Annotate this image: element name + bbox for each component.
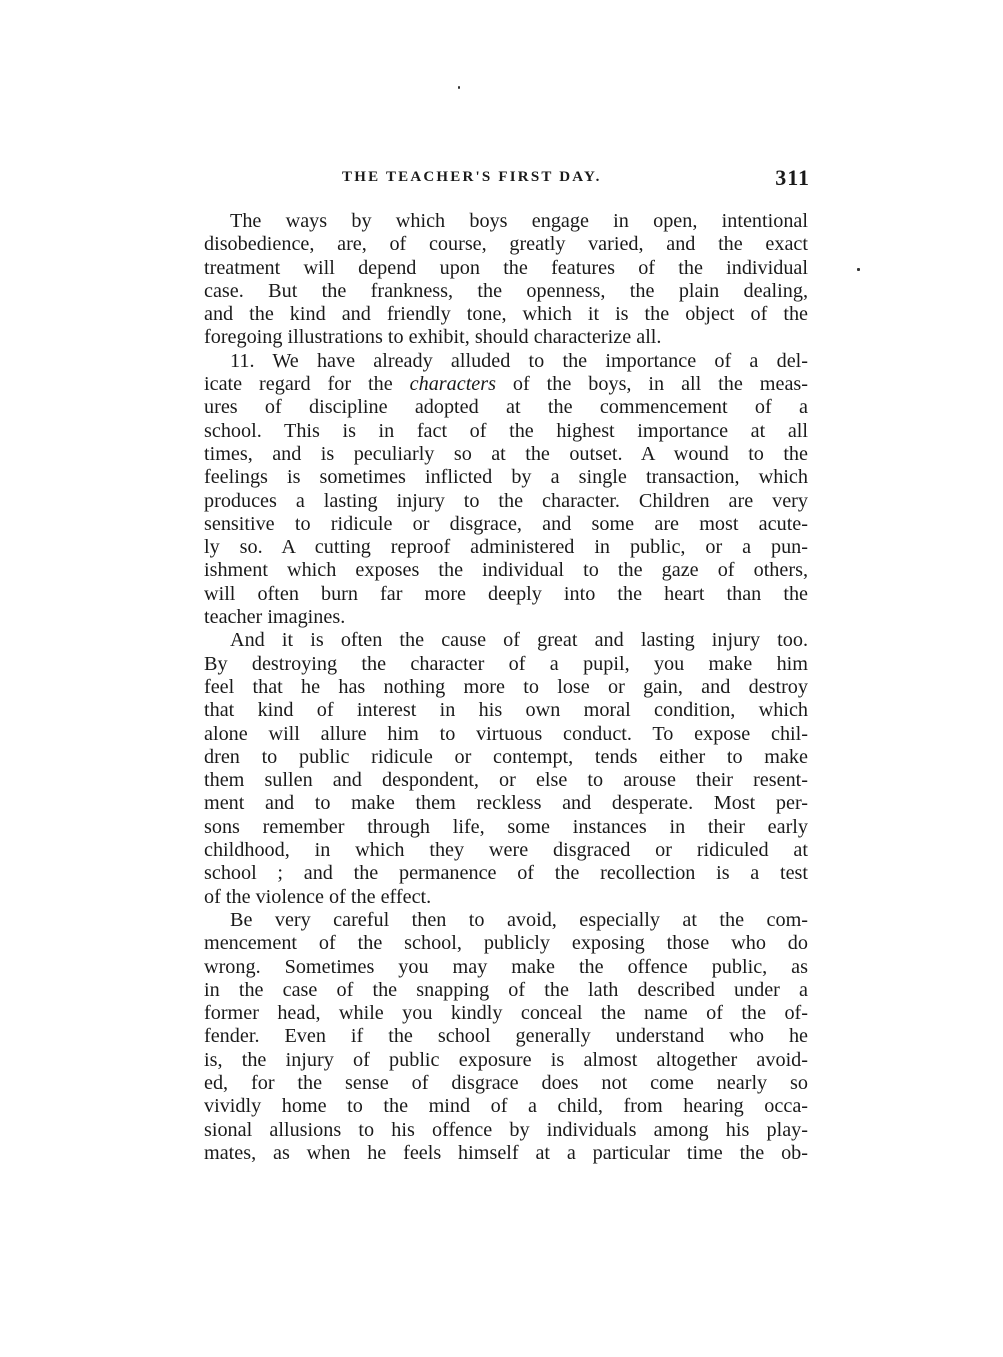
text-line: ly so. A cutting reproof administered in public, or a pun- — [204, 536, 808, 559]
text-line: treatment will depend upon the features of the individual — [204, 256, 808, 279]
page-number: 311 — [775, 165, 810, 190]
ink-speck — [458, 86, 460, 89]
text-line: produces a lasting injury to the character. Children are very — [204, 489, 808, 512]
text-line: ment and to make them reckless and desperate. Most per- — [204, 792, 808, 815]
text-line: foregoing illustrations to exhibit, should characterize all. — [204, 326, 662, 349]
running-title: THE TEACHER'S FIRST DAY. — [342, 169, 602, 185]
text-line: ishment which exposes the individual to the gaze of others, — [204, 559, 808, 582]
text-line: 11. We have already alluded to the importance of a del- — [230, 349, 808, 372]
text-line: fender. Even if the school generally understand who he — [204, 1025, 808, 1048]
text-line: ures of discipline adopted at the commencement of a — [204, 396, 808, 419]
text-line: is, the injury of public exposure is almost altogether avoid- — [204, 1048, 808, 1071]
text-line: alone will allure him to virtuous conduct. To expose chil- — [204, 722, 808, 745]
text-line: vividly home to the mind of a child, from hearing occa- — [204, 1095, 808, 1118]
text-line: And it is often the cause of great and lasting injury too. — [230, 629, 808, 652]
text-line: them sullen and despondent, or else to arouse their resent- — [204, 769, 808, 792]
text-line: icate regard for the characters of the boys, in all the meas- — [204, 373, 808, 396]
text-line: By destroying the character of a pupil, you make him — [204, 652, 808, 675]
text-line: former head, while you kindly conceal the name of the of- — [204, 1002, 808, 1025]
text-line: sional allusions to his offence by individuals among his play- — [204, 1118, 808, 1141]
text-line: The ways by which boys engage in open, intentional — [230, 210, 808, 232]
text-line: mates, as when he feels himself at a particular time the ob- — [204, 1141, 808, 1164]
text-line: school. This is in fact of the highest importance at all — [204, 419, 808, 442]
text-line: will often burn far more deeply into the heart than the — [204, 582, 808, 605]
text-line: feel that he has nothing more to lose or gain, and destroy — [204, 675, 808, 698]
text-line: times, and is peculiarly so at the outset. A wound to the — [204, 442, 808, 465]
text-line: sensitive to ridicule or disgrace, and some are most acute- — [204, 512, 808, 535]
text-line: school ; and the permanence of the recollection is a test — [204, 862, 808, 885]
text-line: ed, for the sense of disgrace does not come nearly so — [204, 1071, 808, 1094]
body-text — [204, 210, 808, 1165]
text-line: childhood, in which they were disgraced or ridiculed at — [204, 839, 808, 862]
text-line: of the violence of the effect. — [204, 885, 432, 908]
text-line: disobedience, are, of course, greatly varied, and the exact — [204, 233, 808, 256]
text-line: and the kind and friendly tone, which it is the object of the — [204, 303, 808, 326]
text-line: case. But the frankness, the openness, the plain dealing, — [204, 279, 808, 302]
running-head — [204, 165, 810, 191]
text-line: mencement of the school, publicly exposing those who do — [204, 932, 808, 955]
text-line: sons remember through life, some instances in their early — [204, 815, 808, 838]
text-line: that kind of interest in his own moral condition, which — [204, 699, 808, 722]
text-line: teacher imagines. — [204, 606, 346, 629]
text-line: feelings is sometimes inflicted by a single transaction, which — [204, 466, 808, 489]
ink-speck — [857, 268, 860, 271]
text-line: in the case of the snapping of the lath described under a — [204, 978, 808, 1001]
text-line: wrong. Sometimes you may make the offence public, as — [204, 955, 808, 978]
text-line: Be very careful then to avoid, especially at the com- — [230, 908, 808, 931]
text-line: dren to public ridicule or contempt, tends either to make — [204, 745, 808, 768]
